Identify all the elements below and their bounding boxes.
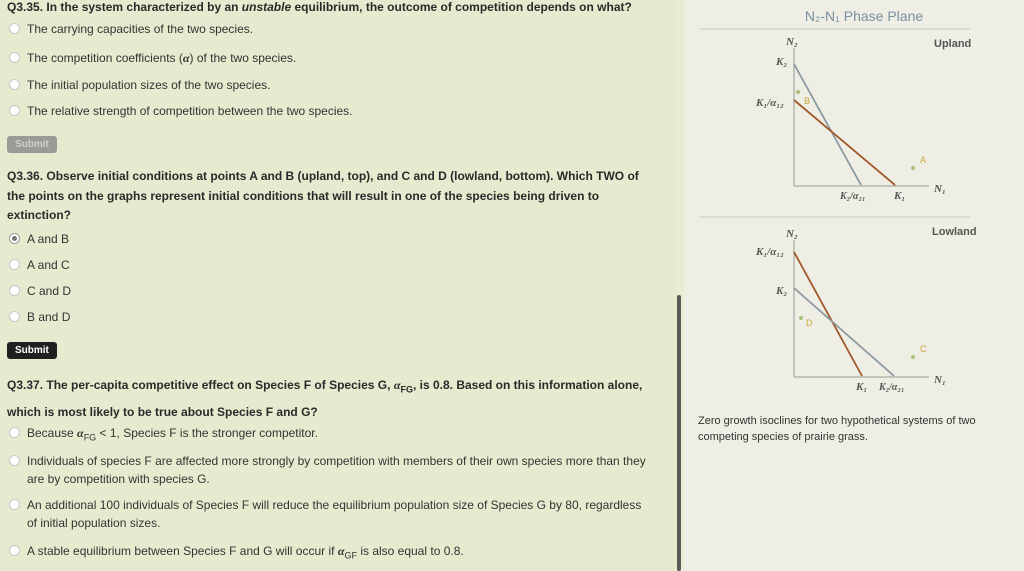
point-a bbox=[911, 166, 915, 170]
lowland-label: Lowland bbox=[932, 226, 977, 238]
point-c bbox=[911, 355, 915, 359]
upland-label: Upland bbox=[934, 38, 972, 50]
q37-option-3[interactable]: An additional 100 individuals of Species F will reduce the equilibrium population size of Species G by 80, regardless of initial population sizes. bbox=[9, 496, 641, 532]
lowland-species1-isocline bbox=[794, 252, 862, 376]
upland-n1-label: N₁ bbox=[934, 183, 946, 195]
point-a-label: A bbox=[920, 155, 927, 165]
upland-k2a21-label: K₂/α₂₁ bbox=[840, 191, 866, 202]
q35-option-2[interactable]: The competition coefficients (α) of the two species. bbox=[9, 49, 296, 67]
lowland-k2a21-label: K₂/α₂₁ bbox=[879, 382, 905, 393]
radio-button[interactable] bbox=[9, 52, 20, 63]
radio-button[interactable] bbox=[9, 105, 20, 116]
radio-button[interactable] bbox=[9, 259, 20, 270]
point-b bbox=[796, 90, 800, 94]
q35-option-1[interactable]: The carrying capacities of the two species. bbox=[9, 20, 253, 38]
q36-prompt: Q3.36. Observe initial conditions at points A and B (upland, top), and C and D (lowland, bottom). Which TWO of the points on the graphs represent initial conditions that will result in one of the species being driven to extinction? bbox=[7, 169, 639, 222]
lowland-species2-isocline bbox=[794, 288, 894, 376]
figure-caption: Zero growth isoclines for two hypothetical systems of two competing species of prairie grass. bbox=[698, 415, 976, 443]
upland-k1a12-label: K₁/α₁₂ bbox=[756, 97, 784, 109]
q36-option-3[interactable]: C and D bbox=[9, 282, 71, 300]
point-d bbox=[799, 316, 803, 320]
point-c-label: C bbox=[920, 344, 927, 354]
point-b-label: B bbox=[804, 96, 811, 106]
radio-button-selected[interactable] bbox=[9, 233, 20, 244]
lowland-k2-label: K₂ bbox=[776, 285, 788, 297]
radio-button[interactable] bbox=[9, 427, 20, 438]
upland-k1-label: K₁ bbox=[894, 190, 906, 202]
q36-submit-button[interactable]: Submit bbox=[7, 342, 57, 359]
lowland-n1-label: N₁ bbox=[934, 374, 946, 386]
radio-button[interactable] bbox=[9, 79, 20, 90]
upland-species1-isocline bbox=[794, 100, 895, 185]
q36-option-4[interactable]: B and D bbox=[9, 308, 70, 326]
q35-option-3[interactable]: The initial population sizes of the two species. bbox=[9, 76, 270, 94]
point-d-label: D bbox=[806, 318, 813, 328]
phase-plane-figure bbox=[684, 0, 1024, 410]
scrollbar-thumb[interactable] bbox=[677, 295, 681, 571]
q37-option-1[interactable]: Because $\alpha_{FG} < 1$, Species F is the stronger competitor. bbox=[9, 424, 318, 446]
q37-prompt: Q3.37. The per-capita competitive effect on Species F of Species G, $\alpha_{FG}$, is 0.8. Based on this information alone, which is most likely to be true about Species F and G? bbox=[7, 378, 643, 420]
radio-button[interactable] bbox=[9, 311, 20, 322]
figure-panel bbox=[684, 0, 1024, 571]
upland-k2-label: K₂ bbox=[776, 56, 788, 68]
lowland-n2-label: N₂ bbox=[786, 228, 798, 240]
upland-n2-label: N₂ bbox=[786, 36, 798, 48]
radio-button[interactable] bbox=[9, 285, 20, 296]
q37-option-4[interactable]: A stable equilibrium between Species F and G will occur if $\alpha_{GF}$ is also equal to 0.8. bbox=[9, 542, 464, 564]
radio-button[interactable] bbox=[9, 23, 20, 34]
q37-option-2[interactable]: Individuals of species F are affected more strongly by competition with members of their own species more than they are by competition with species G. bbox=[9, 452, 646, 488]
radio-button[interactable] bbox=[9, 545, 20, 556]
radio-button[interactable] bbox=[9, 499, 20, 510]
radio-button[interactable] bbox=[9, 455, 20, 466]
upland-species2-isocline bbox=[794, 64, 861, 185]
q36-option-2[interactable]: A and C bbox=[9, 256, 70, 274]
figure-title: N₂-N₁ Phase Plane bbox=[804, 8, 924, 24]
q36-option-1[interactable]: A and B bbox=[9, 230, 69, 248]
q35-prompt: Q3.35. In the system characterized by an unstable equilibrium, the outcome of competition depends on what? bbox=[7, 0, 632, 14]
lowland-k1-label: K₁ bbox=[856, 381, 868, 393]
q35-submit-button[interactable]: Submit bbox=[7, 136, 57, 153]
q35-option-4[interactable]: The relative strength of competition between the two species. bbox=[9, 102, 353, 120]
lowland-k1a12-label: K₁/α₁₂ bbox=[756, 246, 784, 258]
